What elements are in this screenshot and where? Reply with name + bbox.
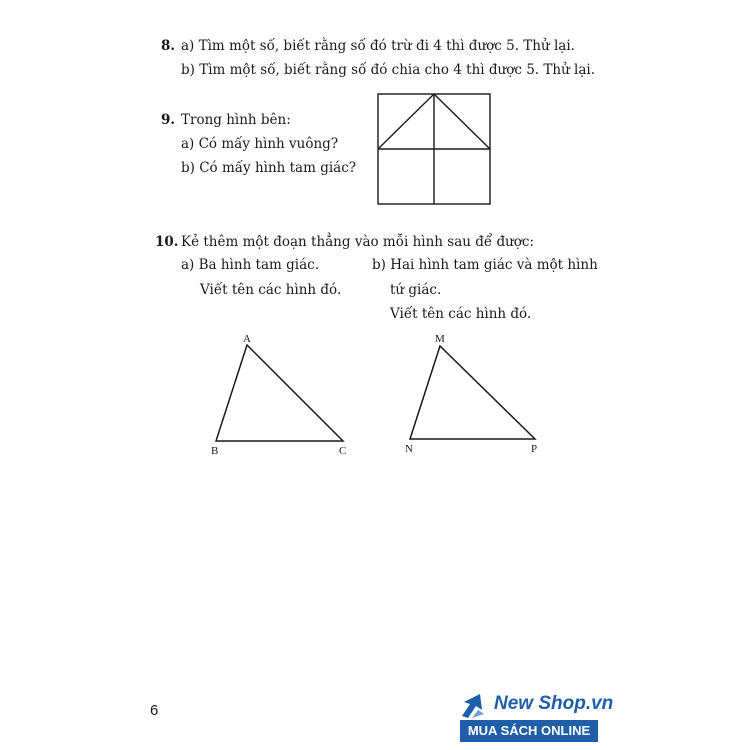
left-diagonal — [378, 94, 434, 149]
right-diagonal — [434, 94, 490, 149]
q8-part-a: a) Tìm một số, biết rằng số đó trừ đi 4 thì được 5. Thử lại. — [181, 38, 575, 54]
vertex-b-label: B — [211, 445, 219, 457]
q10-intro: Kẻ thêm một đoạn thẳng vào mỗi hình sau để được: — [181, 234, 535, 250]
q8-part-b: b) Tìm một số, biết rằng số đó chia cho 4 thì được 5. Thử lại. — [181, 62, 596, 78]
newshop-watermark — [460, 690, 614, 744]
brand-tagline: MUA SÁCH ONLINE — [460, 720, 598, 742]
page-number: 6 — [150, 702, 159, 719]
triangle-abc — [200, 328, 360, 463]
vertex-p-label: P — [531, 443, 538, 455]
q9-number: 9. — [161, 112, 176, 128]
q9-grid-figure — [370, 88, 500, 210]
arrow-logo-icon — [460, 690, 494, 720]
triangle-mnp — [398, 328, 558, 463]
vertex-m-label: M — [435, 333, 445, 345]
q10-part-b-line1: b) Hai hình tam giác và một hình — [372, 257, 598, 273]
vertex-n-label: N — [405, 443, 413, 455]
q9-part-b: b) Có mấy hình tam giác? — [181, 160, 357, 176]
q10-part-b-line3: Viết tên các hình đó. — [390, 306, 532, 322]
q9-intro: Trong hình bên: — [181, 112, 291, 128]
triangle-abc-outline — [216, 345, 343, 441]
q10-number: 10. — [155, 234, 179, 250]
q10-part-a-line1: a) Ba hình tam giác. — [181, 257, 319, 273]
q10-part-b-line2: tứ giác. — [390, 282, 442, 298]
vertex-c-label: C — [339, 445, 347, 457]
vertex-a-label: A — [243, 333, 251, 345]
q8-number: 8. — [161, 38, 176, 54]
brand-name: New Shop.vn — [494, 693, 614, 714]
q9-part-a: a) Có mấy hình vuông? — [181, 136, 339, 152]
q10-part-a-line2: Viết tên các hình đó. — [200, 282, 342, 298]
triangle-mnp-outline — [410, 346, 535, 439]
